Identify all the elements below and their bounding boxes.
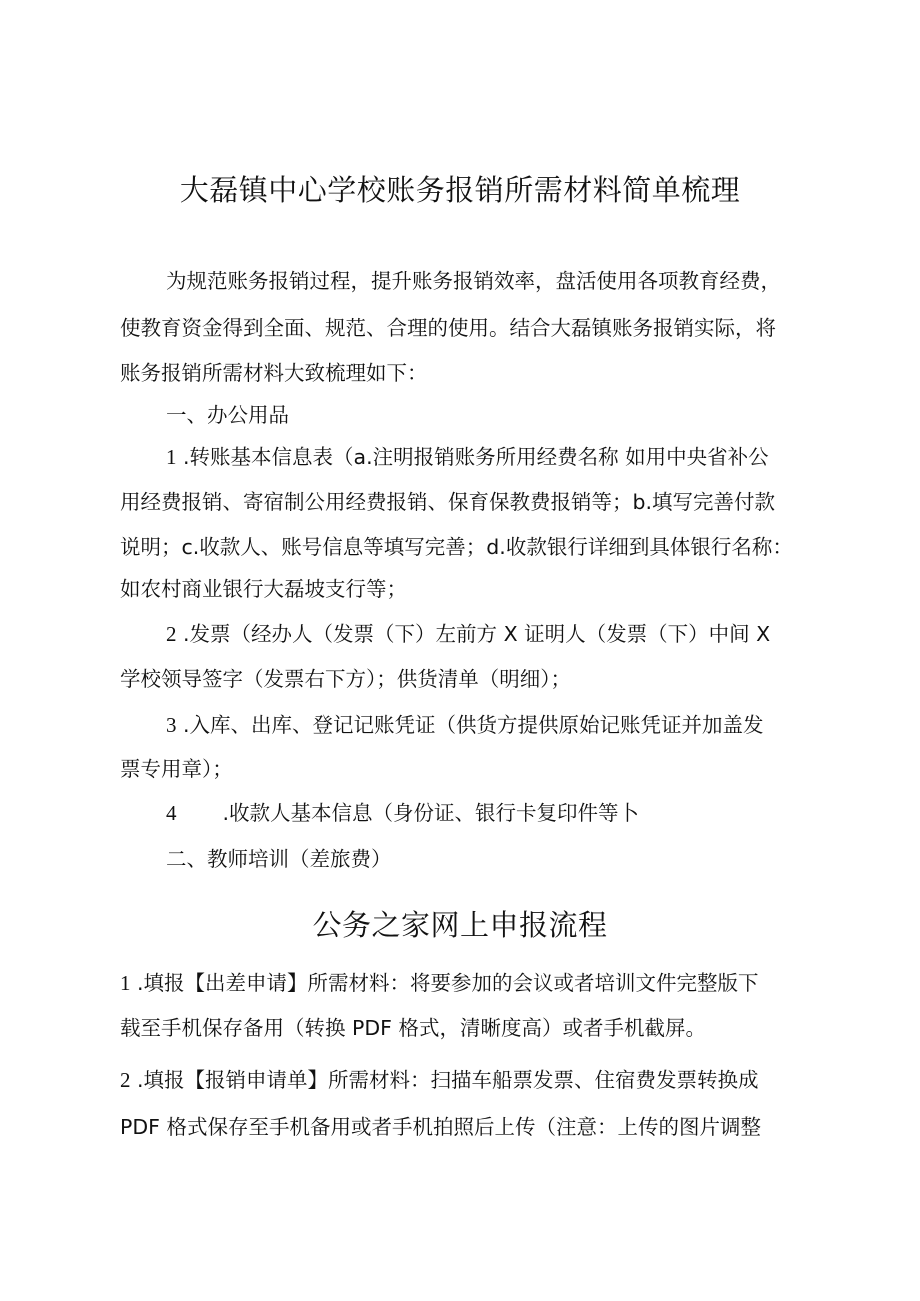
item4-line-1 xyxy=(166,799,639,827)
item1-line-1 xyxy=(166,443,769,471)
process-title: 公务之家网上申报流程 xyxy=(312,908,608,942)
intro-line-3: 账务报销所需材料大致梳理如下： xyxy=(120,361,428,385)
step2-line-1 xyxy=(120,1066,759,1094)
step2-text-1: .填报【报销申请单】所需材料：扫描车船票发票、住宿费发票转换成 xyxy=(137,1068,759,1092)
item3-number: 3 xyxy=(166,713,177,737)
step1-line-1 xyxy=(120,969,759,997)
item1-line-2: 用经费报销、寄宿制公用经费报销、保育保教费报销等；b.填写完善付款 xyxy=(120,490,776,514)
item1-line-3: 说明；c.收款人、账号信息等填写完善；d.收款银行详细到具体银行名称： xyxy=(120,535,793,559)
step1-text-1: .填报【出差申请】所需材料：将要参加的会议或者培训文件完整版下 xyxy=(137,971,759,995)
item2-number: 2 xyxy=(166,622,177,646)
item2-text-1: .发票（经办人（发票（下）左前方 X 证明人（发票（下）中间 X xyxy=(183,622,771,646)
step2-number: 2 xyxy=(120,1068,131,1092)
item1-number: 1 xyxy=(166,445,177,469)
item3-line-1 xyxy=(166,711,764,739)
item3-text-1: .入库、出库、登记记账凭证（供货方提供原始记账凭证并加盖发 xyxy=(183,713,764,737)
step1-number: 1 xyxy=(120,971,131,995)
step2-line-2: PDF 格式保存至手机备用或者手机拍照后上传（注意：上传的图片调整 xyxy=(120,1115,761,1139)
section2-heading: 二、教师培训（差旅费） xyxy=(166,847,392,871)
item3-line-2: 票专用章）； xyxy=(120,757,233,781)
item2-line-1 xyxy=(166,620,770,648)
section1-heading: 一、办公用品 xyxy=(166,403,289,427)
step1-line-2: 载至手机保存备用（转换 PDF 格式，清晰度高）或者手机截屏。 xyxy=(120,1016,706,1040)
intro-line-1: 为规范账务报销过程，提升账务报销效率，盘活使用各项教育经费， xyxy=(166,269,781,293)
item1-line-4: 如农村商业银行大磊坡支行等； xyxy=(120,577,407,601)
intro-line-2: 使教育资金得到全面、规范、合理的使用。结合大磊镇账务报销实际，将 xyxy=(120,316,776,340)
item4-text-1: .收款人基本信息（身份证、银行卡复印件等卜 xyxy=(222,801,640,825)
item1-text-1: .转账基本信息表（a.注明报销账务所用经费名称 如用中央省补公 xyxy=(183,445,769,469)
item4-number: 4 xyxy=(166,801,177,825)
document-title: 大磊镇中心学校账务报销所需材料简单梳理 xyxy=(179,173,741,207)
item2-line-2: 学校领导签字（发票右下方）；供货清单（明细）； xyxy=(120,667,571,691)
